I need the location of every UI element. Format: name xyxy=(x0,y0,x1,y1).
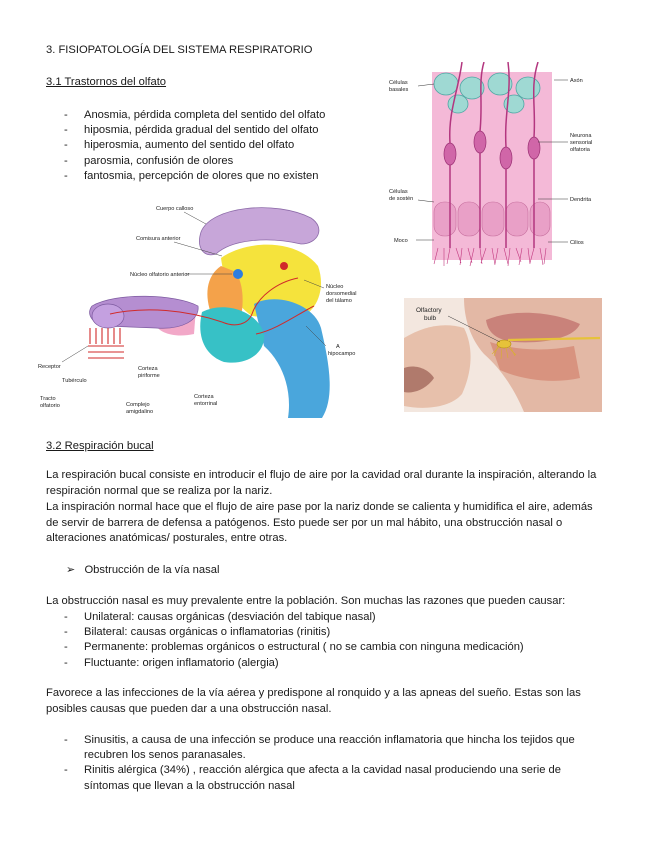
label-neurona-2: sensorial xyxy=(570,140,593,146)
label-celulas-basales-1: Células xyxy=(389,80,408,86)
olfato-disorders-list xyxy=(62,108,362,184)
section-heading-respiracion: 3.2 Respiración bucal xyxy=(46,440,154,452)
label-moco: Moco xyxy=(394,238,408,244)
list-item: - Anosmia, pérdida completa del sentido del olfato xyxy=(62,108,362,123)
label-nucleo-dorsomedial-1: Núcleo xyxy=(326,284,344,290)
label-neurona-3: olfatoria xyxy=(570,147,590,153)
label-olfactory-bulb-2: bulb xyxy=(424,315,437,322)
label-nucleo-dorsomedial-3: del tálamo xyxy=(326,298,352,304)
olfactory-pathway-brain-figure xyxy=(26,196,376,420)
sub-bullet-text: Obstrucción de la vía nasal xyxy=(84,564,220,576)
label-corteza-piriforme-1: Corteza xyxy=(138,366,158,372)
paragraph-1: La respiración bucal consiste en introducir el flujo de aire por la cavidad oral durante la inspiración, alterando la respiración normal que se realiza por la nariz. xyxy=(46,469,597,497)
label-axon: Axón xyxy=(570,78,583,84)
label-cilios: Cilios xyxy=(570,240,584,246)
list-item: - hiposmia, pérdida gradual del sentido del olfato xyxy=(62,123,362,138)
list-item: - Sinusitis, a causa de una infección se produce una reacción inflamatoria que hincha los tejidos que recubren los senos paranasales. xyxy=(62,733,607,763)
label-tracto-olfatorio-2: olfatorio xyxy=(40,403,60,409)
label-corteza-piriforme-2: piriforme xyxy=(138,373,160,379)
label-cuerpo-calloso: Cuerpo calloso xyxy=(156,206,194,212)
label-nucleo-olfatorio: Núcleo olfatorio anterior xyxy=(130,272,190,278)
olfactory-bulb-nose-figure xyxy=(404,298,602,412)
list-item: - Rinitis alérgica (34%) , reacción alérgica que afecta a la cavidad nasal produciendo una serie de síntomas que llevan a la obstrucción nasal xyxy=(62,763,607,793)
section-heading-olfato: 3.1 Trastornos del olfato xyxy=(46,76,167,88)
conditions-list xyxy=(62,733,607,794)
olfactory-epithelium-figure xyxy=(388,62,608,268)
arrow-bullet-icon: ➢ xyxy=(66,564,76,576)
label-comisura-anterior: Comisura anterior xyxy=(136,236,181,242)
causes-list xyxy=(62,610,602,671)
list-item: - hiperosmia, aumento del sentido del olfato xyxy=(62,138,362,153)
page-title: 3. FISIOPATOLOGÍA DEL SISTEMA RESPIRATORIO xyxy=(46,44,313,56)
list-item: - Fluctuante: origen inflamatorio (alergia) xyxy=(62,656,602,671)
label-olfactory-bulb-1: Olfactory xyxy=(416,307,442,314)
label-complejo-amigdalino-1: Complejo xyxy=(126,402,150,408)
label-hipocampo-1: A xyxy=(336,344,340,350)
label-dendrita: Dendrita xyxy=(570,197,592,203)
paragraph-4: Favorece a las infecciones de la vía aérea y predispone al ronquido y a las apneas del sueño. Estas son las posibles causas que pueden dar a una obstrucción nasal. xyxy=(46,687,581,715)
label-complejo-amigdalino-2: amigdalino xyxy=(126,409,154,415)
label-neurona-1: Neurona xyxy=(570,133,592,139)
list-item: - Unilateral: causas orgánicas (desviación del tabique nasal) xyxy=(62,610,602,625)
label-celulas-sosten-1: Células xyxy=(389,189,408,195)
list-item: - fantosmia, percepción de olores que no existen xyxy=(62,169,362,184)
list-item: - Bilateral: causas orgánicas o inflamatorias (rinitis) xyxy=(62,625,602,640)
list-item: - Permanente: problemas orgánicos o estructural ( no se cambia con ninguna medicación) xyxy=(62,640,602,655)
label-celulas-sosten-2: de sostén xyxy=(389,196,414,202)
label-tracto-olfatorio-1: Tracto xyxy=(40,396,56,402)
label-celulas-basales-2: basales xyxy=(389,87,409,93)
list-item: - parosmia, confusión de olores xyxy=(62,154,362,169)
label-receptor: Receptor xyxy=(38,364,61,370)
label-tuberculo: Tubérculo xyxy=(62,378,87,384)
paragraph-3: La obstrucción nasal es muy prevalente entre la población. Son muchas las razones que pueden causar: xyxy=(46,595,566,607)
paragraph-2: La inspiración normal hace que el flujo de aire pase por la nariz donde se calienta y humidifica el aire, además de servir de barrera de defensa a patógenos. Esto puede ser por un mal hábito, una obstrucción nasal o alteraciones anatómicas/ posturales, entre otras. xyxy=(46,501,593,544)
label-hipocampo-2: hipocampo xyxy=(328,351,356,357)
label-corteza-entorrinal-1: Corteza xyxy=(194,394,214,400)
label-corteza-entorrinal-2: entorrinal xyxy=(194,401,218,407)
label-nucleo-dorsomedial-2: dorsomedial xyxy=(326,291,357,297)
sub-bullet xyxy=(66,563,219,576)
